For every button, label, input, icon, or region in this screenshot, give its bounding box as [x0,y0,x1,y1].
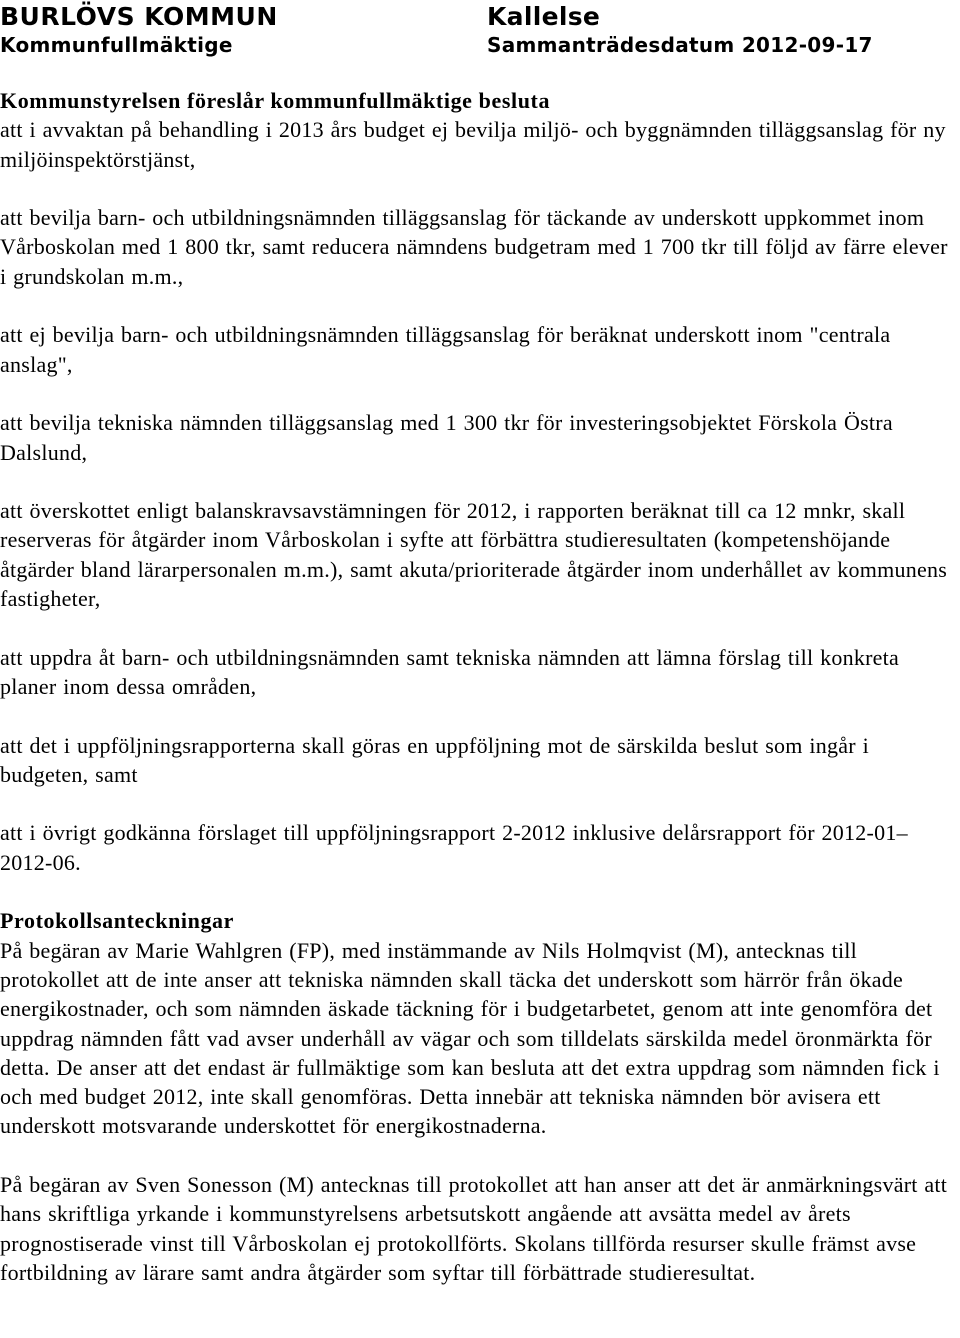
council-name: Kommunfullmäktige [0,33,233,57]
proposal-item: att bevilja tekniska nämnden tilläggsanslag med 1 300 tkr för investeringsobjektet Förskola Östra Dalslund, [0,410,893,465]
notes-heading: Protokollsanteckningar [0,908,235,934]
note-item: På begäran av Sven Sonesson (M) antecknas till protokollet att han anser att det är anmärkningsvärt att hans skriftliga yrkande i kommunstyrelsens arbetsutskott angående att avsätta medel av årets prognostiserade vinst till Vårboskolan ej protokollförts. Skolans tillförda resurser skulle främst avse fortbildning av lärare samt andra åtgärder som syftar till förbättrade studieresultat. [0,1171,948,1285]
proposal-heading: Kommunstyrelsen föreslår kommunfullmäktige besluta [0,88,551,113]
note-item: På begäran av Marie Wahlgren (FP), med instämmande av Nils Holmqvist (M), antecknas till protokollet att de inte anser att tekniska nämnden skall täcka det underskott som härrör från ökade energikostnader, och som nämnden äskade täckning för i budgetarbetet, genom att inte genomföra det uppdrag nämnden fått vad avser underhåll av vägar och som tilldelats särskilda medel öronmärkta för detta. De anser att det endast är fullmäktige som kan besluta att det extra uppdrag som nämnden fick i och med budget 2012, inte skall genomföras. Detta innebär att tekniska nämnden bör avisera ett underskott motsvarande underskottet för energikostnaderna. [0,937,940,1139]
proposal-item: att överskottet enligt balanskravsavstämningen för 2012, i rapporten beräknat till ca 12 mnkr, skall reserveras för åtgärder inom Vårboskolan i syfte att förbättra studieresultaten (kompetenshöjande åtgärder bland lärarpersonalen m.m.), samt akuta/prioriterade åtgärder inom underhållet av kommunens fastigheter, [0,498,948,612]
document-body [0,86,960,1316]
meeting-date: Sammanträdesdatum 2012-09-17 [487,33,873,57]
proposal-item: att i övrigt godkänna förslaget till uppföljningsrapport 2-2012 inklusive delårsrapport för 2012-01–2012-06. [0,820,908,875]
proposal-item: att uppdra åt barn- och utbildningsnämnden samt tekniska nämnden att lämna förslag till konkreta planer inom dessa områden, [0,644,900,699]
document-type: Kallelse [487,2,601,31]
proposal-item: att det i uppföljningsrapporterna skall göras en uppföljning mot de särskilda beslut som ingår i budgeten, samt [0,732,869,787]
municipality-name: BURLÖVS KOMMUN [0,2,278,31]
proposal-item: att ej bevilja barn- och utbildningsnämnden tilläggsanslag för beräknat underskott inom "centrala anslag", [0,322,891,377]
notes-section [0,906,960,1287]
proposal-item: att i avvaktan på behandling i 2013 års budget ej bevilja miljö- och byggnämnden tilläggsanslag för ny miljöinspektörstjänst, [0,117,946,172]
proposal-section [0,86,960,877]
proposal-item: att bevilja barn- och utbildningsnämnden tilläggsanslag för täckande av underskott uppkommet inom Vårboskolan med 1 800 tkr, samt reducera nämndens budgetram med 1 700 tkr till följd av färre elever i grundskolan m.m., [0,205,948,289]
